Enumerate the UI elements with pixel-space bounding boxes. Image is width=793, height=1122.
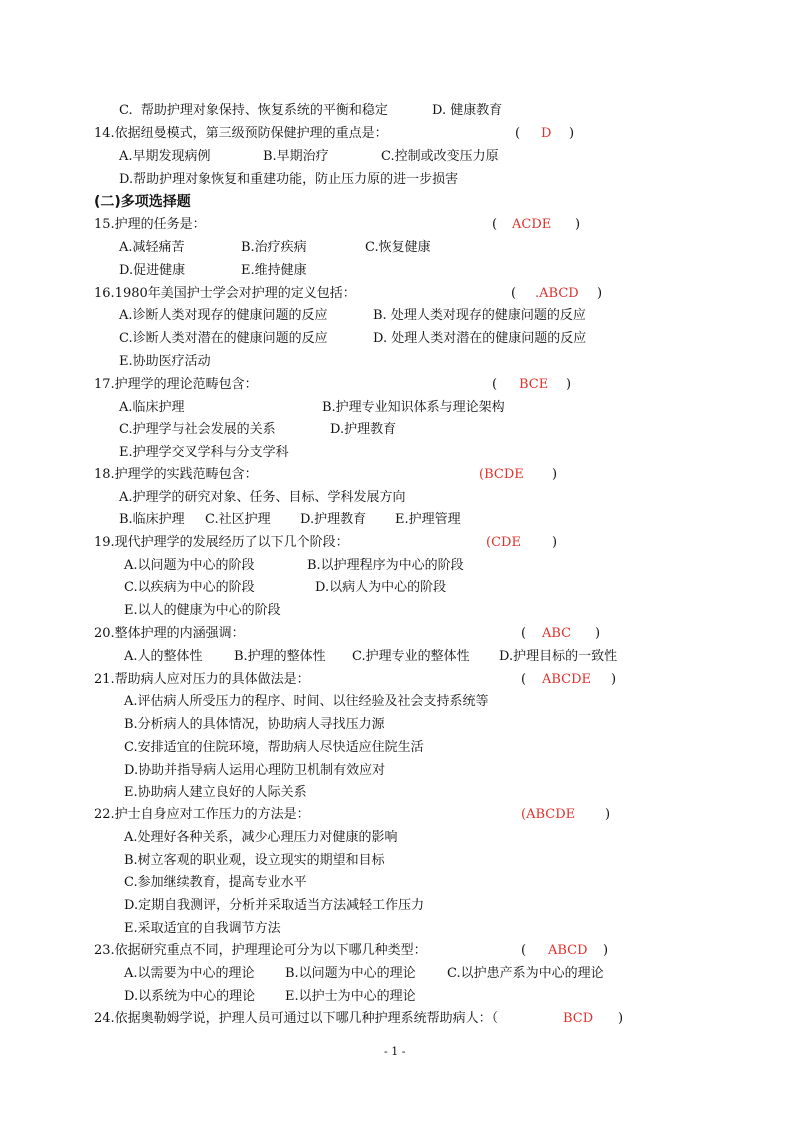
q20-option-c: C.护理专业的整体性 [352, 649, 470, 664]
q14-option-d: D.帮助护理对象恢复和重建功能，防止压力原的进一步损害 [119, 172, 459, 187]
q18-option-d: D.护理教育 [300, 512, 367, 527]
q21-answer: ABCDE [542, 672, 592, 687]
q21-option-d: D.协助并指导病人运用心理防卫机制有效应对 [124, 763, 386, 778]
q15-stem: 15.护理的任务是： [94, 217, 206, 232]
q17-stem: 17.护理学的理论范畴包含： [94, 377, 258, 392]
q20-answer-open: ( [521, 626, 527, 641]
q18-option-a: A.护理学的研究对象、任务、目标、学科发展方向 [119, 490, 406, 505]
q21-stem: 21.帮助病人应对压力的具体做法是： [94, 672, 310, 687]
q22-option-e: E.采取适宜的自我调节方法 [124, 921, 281, 936]
q16-option-b: B. 处理人类对现存的健康问题的反应 [373, 308, 586, 323]
q16-answer: .ABCD [535, 286, 579, 301]
q17-option-a: A.临床护理 [119, 400, 185, 415]
q21-answer-close: ) [611, 672, 617, 687]
q15-answer-open: ( [492, 217, 498, 232]
q19-option-b: B.以护理程序为中心的阶段 [307, 558, 464, 573]
q16-answer-open: ( [511, 286, 517, 301]
q14-answer: D [541, 126, 552, 141]
q22-option-a: A.处理好各种关系，减少心理压力对健康的影响 [124, 830, 398, 845]
q24-answer-close: ) [618, 1011, 624, 1026]
q15-option-e: E.维持健康 [241, 263, 307, 278]
q18-option-c: C.社区护理 [205, 512, 271, 527]
page-number: - 1 - [384, 1045, 406, 1058]
q23-stem: 23.依据研究重点不同，护理理论可分为以下哪几种类型： [94, 943, 427, 958]
q17-option-d: D.护理教育 [330, 422, 397, 437]
q20-option-d: D.护理目标的一致性 [499, 649, 618, 664]
q19-stem: 19.现代护理学的发展经历了以下几个阶段： [94, 535, 349, 550]
q23-option-d: D.以系统为中心的理论 [124, 989, 256, 1004]
q23-answer-close: ) [603, 943, 609, 958]
q19-answer: (CDE [486, 535, 521, 550]
q20-answer-close: ) [595, 626, 601, 641]
q18-answer-close: ) [552, 467, 558, 482]
q23-option-c: C.以护患产系为中心的理论 [447, 966, 604, 981]
q14-stem: 14.依据纽曼模式，第三级预防保健护理的重点是： [94, 126, 388, 141]
q23-option-a: A.以需要为中心的理论 [124, 966, 255, 981]
q19-option-c: C.以疾病为中心的阶段 [124, 580, 255, 595]
q22-option-c: C.参加继续教育，提高专业水平 [124, 875, 307, 890]
q17-option-e: E.护理学交叉学科与分支学科 [119, 445, 289, 460]
section-title: (二)多项选择题 [94, 194, 191, 210]
q13-option-c: C. 帮助护理对象保持、恢复系统的平衡和稳定 [119, 103, 388, 118]
q21-option-b: B.分析病人的具体情况，协助病人寻找压力源 [124, 717, 385, 732]
q15-answer: ACDE [512, 217, 552, 232]
q24-answer: BCD [563, 1011, 594, 1026]
q19-option-e: E.以人的健康为中心的阶段 [124, 603, 281, 618]
q18-option-e: E.护理管理 [395, 512, 461, 527]
q15-option-d: D.促进健康 [119, 263, 186, 278]
q16-option-c: C.诊断人类对潜在的健康问题的反应 [119, 331, 328, 346]
q14-option-a: A.早期发现病例 [119, 149, 211, 164]
q16-answer-close: ) [597, 286, 603, 301]
q17-answer-close: ) [566, 377, 572, 392]
q15-option-b: B.治疗疾病 [241, 240, 307, 255]
q14-option-c: C.控制或改变压力原 [381, 149, 499, 164]
q21-option-c: C.安排适宜的住院环境，帮助病人尽快适应住院生活 [124, 740, 424, 755]
q17-answer-open: ( [492, 377, 498, 392]
q24-stem: 24.依据奥勒姆学说，护理人员可通过以下哪几种护理系统帮助病人：（ [94, 1011, 499, 1026]
q16-option-a: A.诊断人类对现存的健康问题的反应 [119, 308, 328, 323]
q23-option-b: B.以问题为中心的理论 [285, 966, 416, 981]
q23-option-e: E.以护士为中心的理论 [285, 989, 416, 1004]
q19-option-d: D.以病人为中心的阶段 [315, 580, 447, 595]
q22-option-b: B.树立客观的职业观，设立现实的期望和目标 [124, 853, 385, 868]
q21-answer-open: ( [521, 672, 527, 687]
q15-option-c: C.恢复健康 [365, 240, 431, 255]
q16-option-e: E.协助医疗活动 [119, 354, 211, 369]
q14-answer-close: ) [569, 126, 575, 141]
q17-option-c: C.护理学与社会发展的关系 [119, 422, 276, 437]
q21-option-e: E.协助病人建立良好的人际关系 [124, 785, 307, 800]
q13-option-d: D. 健康教育 [432, 103, 503, 118]
q16-option-d: D. 处理人类对潜在的健康问题的反应 [373, 331, 587, 346]
q20-option-a: A.人的整体性 [124, 649, 203, 664]
q15-option-a: A.减轻痛苦 [119, 240, 185, 255]
q21-option-a: A.评估病人所受压力的程序、时间、以往经验及社会支持系统等 [124, 694, 489, 709]
q18-option-b: B.临床护理 [119, 512, 185, 527]
q19-answer-close: ) [552, 535, 558, 550]
q22-stem: 22.护士自身应对工作压力的方法是： [94, 807, 310, 822]
q14-option-b: B.早期治疗 [263, 149, 329, 164]
q16-stem: 16.1980年美国护士学会对护理的定义包括： [94, 286, 356, 301]
q19-option-a: A.以问题为中心的阶段 [124, 558, 255, 573]
q18-answer: (BCDE [479, 467, 524, 482]
q22-answer-close: ) [605, 807, 611, 822]
q22-answer: (ABCDE [521, 807, 576, 822]
q14-answer-open: ( [515, 126, 521, 141]
q22-option-d: D.定期自我测评，分析并采取适当方法减轻工作压力 [124, 898, 425, 913]
q15-answer-close: ) [575, 217, 581, 232]
q20-option-b: B.护理的整体性 [234, 649, 326, 664]
q20-answer: ABC [542, 626, 572, 641]
q23-answer-open: ( [521, 943, 527, 958]
q17-option-b: B.护理专业知识体系与理论架构 [322, 400, 505, 415]
q17-answer: BCE [519, 377, 549, 392]
q23-answer: ABCD [548, 943, 588, 958]
q18-stem: 18.护理学的实践范畴包含： [94, 467, 258, 482]
q20-stem: 20.整体护理的内涵强调： [94, 626, 245, 641]
